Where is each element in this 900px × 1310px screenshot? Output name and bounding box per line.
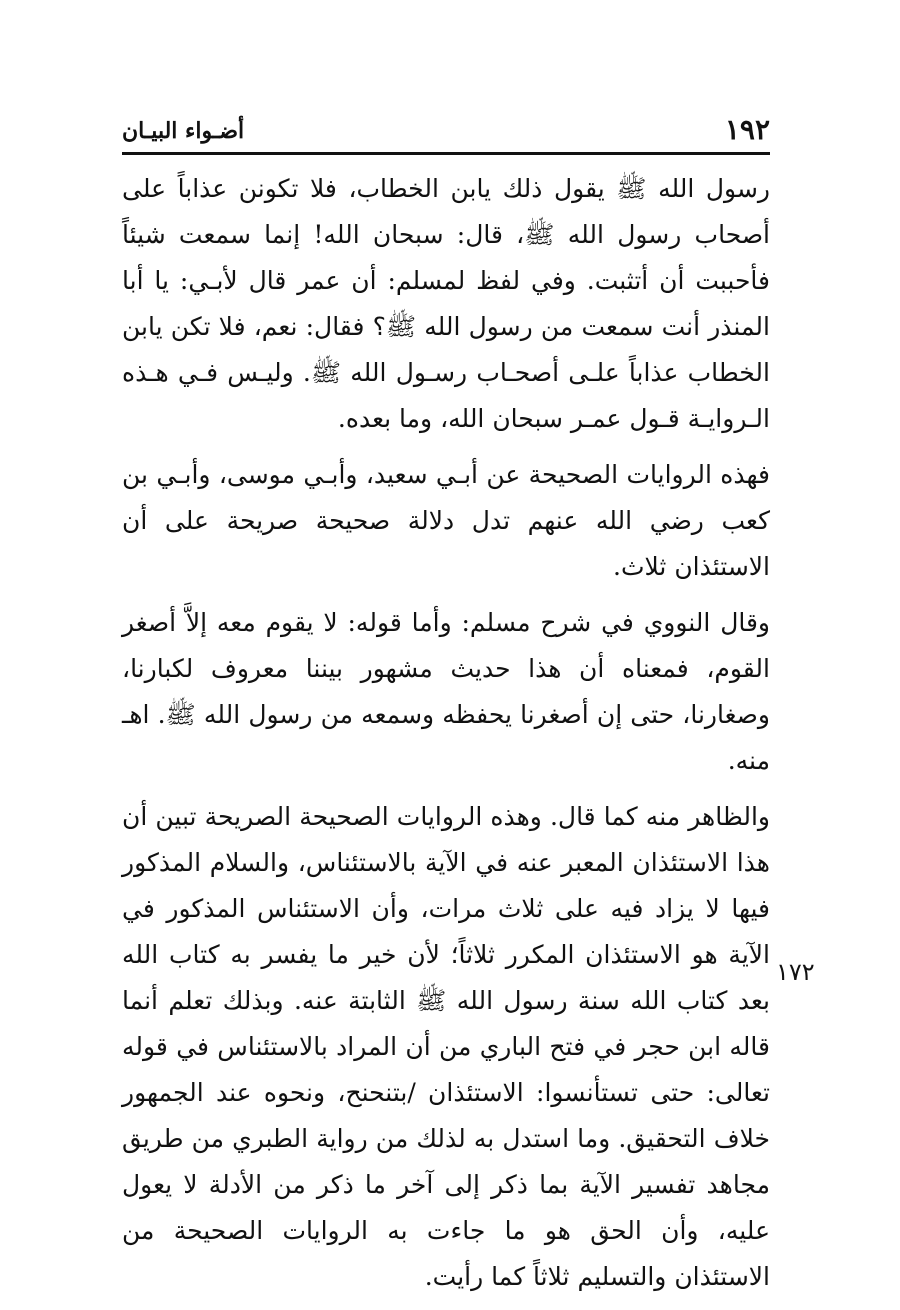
paragraph-1: رسول الله ﷺ يقول ذلك يابن الخطاب، فلا تكونن عذاباً على أصحاب رسول الله ﷺ، قال: سبحان الله! إنما سمعت شيئاً فأحببت أن أتثبت. وفي لفظ لمسلم: أن عمر قال لأبـي: يا أبا المنذر أنت سمعت من رسول الله ﷺ؟ فقال: نعم، فلا تكن يابن الخطاب عذاباً علـى أصحـاب رسـول الله ﷺ. وليـس فـي هـذه الـروايـة قـول عمـر سبحان الله، وما بعده.	[122, 174, 770, 433]
body-text	[122, 166, 770, 1310]
page-header	[122, 112, 770, 155]
paragraph-2: فهذه الروايات الصحيحة عن أبـي سعيد، وأبـي موسى، وأبـي بن كعب رضي الله عنهم تدل دلالة صحيحة صريحة على أن الاستئذان ثلاث.	[122, 460, 770, 581]
margin-page-reference: ١٧٢	[776, 958, 815, 986]
paragraph-4: والظاهر منه كما قال. وهذه الروايات الصحيحة الصريحة تبين أن هذا الاستئذان المعبر عنه في الآية بالاستئناس، والسلام المذكور فيها لا يزاد فيه على ثلاث مرات، وأن الاستئناس المذكور في الآية هو الاستئذان المكرر ثلاثاً؛ لأن خير ما يفسر به كتاب الله بعد كتاب الله سنة رسول الله ﷺ الثابتة عنه. وبذلك تعلم أنما قاله ابن حجر في فتح الباري من أن المراد بالاستئناس في قوله تعالى: حتى تستأنسوا: الاستئذان /بتنحنح، ونحوه عند الجمهور خلاف التحقيق. وما استدل به لذلك من رواية الطبري من طريق مجاهد تفسير الآية بما ذكر إلى آخر ما ذكر من الأدلة لا يعول عليه، وأن الحق هو ما جاءت به الروايات الصحيحة من الاستئذان والتسليم ثلاثاً كما رأيت.	[122, 802, 770, 1291]
running-title: أضـواء البيـان	[122, 118, 245, 144]
paragraph-3: وقال النووي في شرح مسلم: وأما قوله: لا يقوم معه إلاَّ أصغر القوم، فمعناه أن هذا حديث مشهور بيننا معروف لكبارنا، وصغارنا، حتى إن أصغرنا يحفظه وسمعه من رسول الله ﷺ. اهـ منه.	[122, 608, 770, 775]
page-number: ١٩٢	[724, 113, 770, 146]
